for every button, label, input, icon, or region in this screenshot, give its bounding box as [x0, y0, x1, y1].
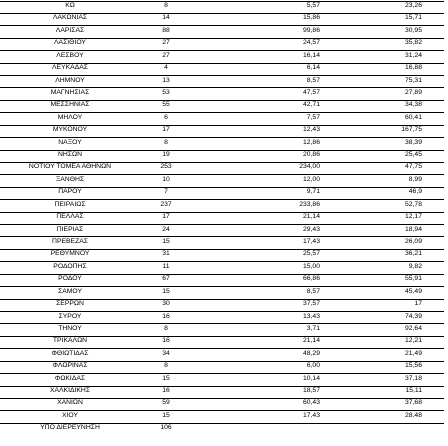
- region-name-cell: ΠΡΕΒΕΖΑΣ: [52, 237, 88, 245]
- region-name-cell: ΛΕΣΒΟΥ: [56, 51, 84, 59]
- value-2-cell: 38,39: [404, 138, 422, 146]
- count-cell: 253: [160, 163, 172, 171]
- count-cell: 27: [162, 39, 170, 47]
- value-1-cell: 9,71: [306, 188, 320, 196]
- region-name-cell: ΤΗΝΟΥ: [58, 324, 82, 332]
- value-1-cell: 6,14: [306, 64, 320, 72]
- value-2-cell: 21,49: [404, 349, 422, 357]
- value-2-cell: 30,95: [404, 26, 422, 34]
- table-row: [0, 137, 448, 147]
- value-1-cell: 66,86: [302, 275, 320, 283]
- region-name-cell: ΜΑΓΝΗΣΙΑΣ: [50, 88, 90, 96]
- table-row: [0, 249, 448, 259]
- value-2-cell: 12,17: [404, 213, 422, 221]
- region-name-cell: ΡΕΘΥΜΝΟΥ: [50, 250, 90, 258]
- table-row: [0, 174, 448, 184]
- region-name-cell: ΠΙΕΡΙΑΣ: [56, 225, 84, 233]
- table-row: [0, 212, 448, 222]
- count-cell: 30: [162, 300, 170, 308]
- region-name-cell: ΜΗΛΟΥ: [57, 113, 83, 121]
- table-row: [0, 100, 448, 110]
- value-2-cell: 34,38: [404, 101, 422, 109]
- count-cell: 17: [162, 213, 170, 221]
- count-cell: 53: [162, 88, 170, 96]
- value-2-cell: 16,88: [404, 64, 422, 72]
- count-cell: 6: [164, 113, 168, 121]
- region-name-cell: ΦΘΙΩΤΙΔΑΣ: [51, 349, 89, 357]
- value-2-cell: 18,94: [404, 225, 422, 233]
- value-2-cell: 15,11: [405, 387, 422, 395]
- table-row: [0, 224, 448, 234]
- value-1-cell: 21,14: [302, 213, 320, 221]
- value-1-cell: 12,00: [302, 175, 320, 183]
- table-row: [0, 423, 448, 433]
- value-1-cell: 10,14: [302, 374, 320, 382]
- region-name-cell: ΝΑΞΟΥ: [58, 138, 82, 146]
- value-1-cell: 8,57: [306, 76, 320, 84]
- count-cell: 15: [162, 287, 170, 295]
- region-name-cell: ΠΑΡΟΥ: [58, 188, 82, 196]
- region-name-cell: ΜΥΚΟΝΟΥ: [52, 126, 88, 134]
- count-cell: 19: [162, 151, 170, 159]
- region-name-cell: ΧΑΝΙΩΝ: [57, 399, 83, 407]
- table-row: [0, 38, 448, 48]
- value-2-cell: 28,48: [404, 411, 422, 419]
- value-2-cell: 23,26: [404, 1, 422, 9]
- value-1-cell: 99,86: [302, 26, 320, 34]
- region-name-cell: ΣΑΜΟΥ: [58, 287, 82, 295]
- value-2-cell: 36,21: [404, 250, 422, 258]
- value-2-cell: 35,82: [404, 39, 422, 47]
- value-1-cell: 17,43: [302, 237, 320, 245]
- table-row: [0, 261, 448, 271]
- region-name-cell: ΠΕΙΡΑΙΩΣ: [54, 200, 86, 208]
- value-2-cell: 15,71: [404, 14, 422, 22]
- value-1-cell: 60,43: [302, 399, 320, 407]
- table-row: [0, 25, 448, 35]
- table-row: [0, 361, 448, 371]
- table-row: [0, 274, 448, 284]
- region-name-cell: ΚΩ: [65, 1, 75, 9]
- value-2-cell: 27,89: [404, 88, 422, 96]
- count-cell: 27: [162, 51, 170, 59]
- count-cell: 67: [162, 275, 170, 283]
- count-cell: 14: [162, 14, 170, 22]
- count-cell: 7: [164, 188, 168, 196]
- table-row: [0, 63, 448, 73]
- table-row: [0, 187, 448, 197]
- value-2-cell: 47,75: [404, 163, 422, 171]
- value-2-cell: 37,18: [404, 374, 422, 382]
- region-name-cell: ΛΕΥΚΑΔΑΣ: [52, 64, 88, 72]
- count-cell: 10: [162, 175, 170, 183]
- region-name-cell: ΡΟΔΟΠΗΣ: [53, 262, 87, 270]
- region-name-cell: ΝΟΤΙΟΥ ΤΟΜΕΑ ΑΘΗΝΩΝ: [28, 163, 112, 171]
- region-name-cell: ΦΩΚΙΔΑΣ: [54, 374, 86, 382]
- table-row: [0, 236, 448, 246]
- value-2-cell: 52,78: [404, 200, 422, 208]
- count-cell: 8: [164, 324, 168, 332]
- table-row: [0, 286, 448, 296]
- value-1-cell: 7,57: [306, 113, 320, 121]
- value-1-cell: 25,57: [302, 250, 320, 258]
- region-name-cell: ΛΗΜΝΟΥ: [55, 76, 85, 84]
- count-cell: 15: [162, 374, 170, 382]
- value-1-cell: 42,71: [302, 101, 320, 109]
- table-row: [0, 199, 448, 209]
- region-name-cell: ΛΑΣΙΘΙΟΥ: [54, 39, 86, 47]
- table-row: [0, 336, 448, 346]
- value-2-cell: 9,82: [408, 262, 422, 270]
- value-2-cell: 37,68: [404, 399, 422, 407]
- count-cell: 59: [162, 399, 170, 407]
- table-row: [0, 87, 448, 97]
- value-1-cell: 15,86: [302, 14, 320, 22]
- table-row: [0, 112, 448, 122]
- table-row: [0, 373, 448, 383]
- table-row: [0, 150, 448, 160]
- table-row: [0, 348, 448, 358]
- value-1-cell: 21,14: [302, 337, 320, 345]
- value-1-cell: 16,14: [302, 51, 320, 59]
- value-2-cell: 167,75: [401, 126, 422, 134]
- value-2-cell: [362, 423, 422, 433]
- table-row: [0, 410, 448, 420]
- count-cell: 13: [162, 76, 170, 84]
- value-2-cell: 55,91: [404, 275, 422, 283]
- table-row: [0, 13, 448, 23]
- table-row: [0, 162, 448, 172]
- region-name-cell: ΣΥΡΟΥ: [58, 312, 82, 320]
- count-cell: 106: [160, 424, 172, 432]
- value-1-cell: 15,00: [302, 262, 320, 270]
- table-row: [0, 1, 448, 11]
- value-2-cell: 45,49: [404, 287, 422, 295]
- count-cell: 8: [164, 1, 168, 9]
- value-1-cell: 8,57: [306, 287, 320, 295]
- count-cell: 34: [162, 349, 170, 357]
- value-1-cell: 18,57: [302, 387, 320, 395]
- count-cell: 237: [160, 200, 172, 208]
- value-1-cell: 234,00: [299, 163, 320, 171]
- value-2-cell: 17: [414, 300, 422, 308]
- count-cell: 16: [162, 312, 170, 320]
- count-cell: 24: [162, 225, 170, 233]
- count-cell: 15: [162, 237, 170, 245]
- region-name-cell: ΥΠΟ ΔΙΕΡΕΥΝΗΣΗ: [40, 424, 100, 432]
- value-2-cell: 60,41: [404, 113, 422, 121]
- value-1-cell: 24,57: [302, 39, 320, 47]
- table-row: [0, 75, 448, 85]
- value-2-cell: 8,99: [408, 175, 422, 183]
- region-name-cell: ΞΑΝΘΗΣ: [55, 175, 85, 183]
- value-1-cell: 12,86: [302, 138, 320, 146]
- table-row: [0, 299, 448, 309]
- value-2-cell: 92,64: [404, 324, 422, 332]
- table-row: [0, 386, 448, 396]
- region-name-cell: ΧΙΟΥ: [61, 411, 79, 419]
- region-name-cell: ΡΟΔΟΥ: [58, 275, 82, 283]
- table-row: [0, 125, 448, 135]
- value-1-cell: 48,29: [302, 349, 320, 357]
- count-cell: 55: [162, 101, 170, 109]
- value-2-cell: 74,39: [404, 312, 422, 320]
- value-2-cell: 15,56: [404, 362, 422, 370]
- count-cell: 88: [162, 26, 170, 34]
- region-name-cell: ΛΑΡΙΣΑΣ: [55, 26, 85, 34]
- value-1-cell: 13,43: [302, 312, 320, 320]
- count-cell: 8: [164, 138, 168, 146]
- count-cell: 15: [162, 411, 170, 419]
- count-cell: 16: [162, 337, 170, 345]
- region-name-cell: ΜΕΣΣΗΝΙΑΣ: [50, 101, 90, 109]
- region-name-cell: ΤΡΙΚΑΛΩΝ: [52, 337, 88, 345]
- region-name-cell: ΠΕΛΛΑΣ: [56, 213, 84, 221]
- value-2-cell: 12,21: [404, 337, 422, 345]
- count-cell: 11: [162, 262, 170, 270]
- value-2-cell: 75,31: [404, 76, 422, 84]
- value-1-cell: 233,86: [299, 200, 320, 208]
- region-name-cell: ΣΕΡΡΩΝ: [56, 300, 84, 308]
- value-2-cell: 46,9: [408, 188, 422, 196]
- count-cell: 17: [162, 126, 170, 134]
- value-2-cell: 26,09: [404, 237, 422, 245]
- table-row: [0, 50, 448, 60]
- value-1-cell: 29,43: [302, 225, 320, 233]
- value-1-cell: 12,43: [302, 126, 320, 134]
- value-2-cell: 31,24: [404, 51, 422, 59]
- value-2-cell: 25,45: [404, 151, 422, 159]
- value-1-cell: 3,71: [306, 324, 320, 332]
- count-cell: 4: [164, 64, 168, 72]
- value-1-cell: 17,43: [302, 411, 320, 419]
- value-1-cell: 6,00: [306, 362, 320, 370]
- value-1-cell: [258, 423, 320, 433]
- table-row: [0, 323, 448, 333]
- table-row: [0, 398, 448, 408]
- count-cell: 8: [164, 362, 168, 370]
- count-cell: 31: [162, 250, 170, 258]
- value-1-cell: 5,57: [306, 1, 320, 9]
- region-name-cell: ΛΑΚΩΝΙΑΣ: [52, 14, 88, 22]
- table-row: [0, 311, 448, 321]
- value-1-cell: 20,86: [302, 151, 320, 159]
- region-name-cell: ΝΗΣΩΝ: [57, 151, 82, 159]
- region-name-cell: ΦΛΩΡΙΝΑΣ: [52, 362, 88, 370]
- region-name-cell: ΧΑΛΚΙΔΙΚΗΣ: [49, 387, 91, 395]
- value-1-cell: 37,57: [302, 300, 320, 308]
- count-cell: 16: [162, 387, 170, 395]
- value-1-cell: 47,57: [302, 88, 320, 96]
